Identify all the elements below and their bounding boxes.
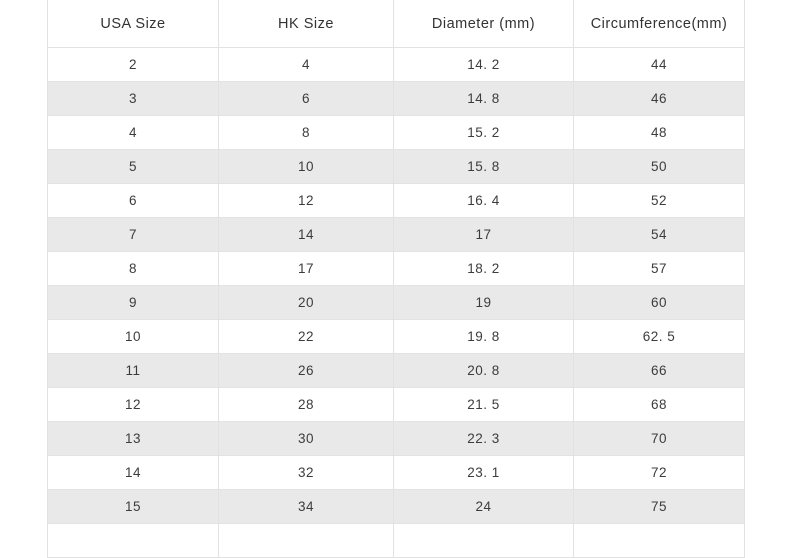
cell-circumference: 57 [574, 252, 745, 286]
cell-diameter: 21. 5 [394, 388, 574, 422]
cell-hk-size: 10 [219, 150, 394, 184]
cell-circumference: 54 [574, 218, 745, 252]
cell-hk-size [219, 524, 394, 558]
cell-diameter: 14. 2 [394, 48, 574, 82]
table-row [48, 320, 745, 354]
cell-usa-size: 8 [48, 252, 219, 286]
table-body [48, 48, 745, 558]
cell-circumference [574, 524, 745, 558]
cell-usa-size: 9 [48, 286, 219, 320]
cell-diameter: 15. 2 [394, 116, 574, 150]
table-row [48, 388, 745, 422]
cell-circumference: 68 [574, 388, 745, 422]
table-row [48, 422, 745, 456]
cell-diameter: 20. 8 [394, 354, 574, 388]
cell-circumference: 72 [574, 456, 745, 490]
cell-hk-size: 12 [219, 184, 394, 218]
cell-diameter: 17 [394, 218, 574, 252]
cell-hk-size: 17 [219, 252, 394, 286]
cell-circumference: 50 [574, 150, 745, 184]
column-header-usa-size: USA Size [48, 0, 219, 48]
table-header [48, 0, 745, 48]
cell-usa-size: 13 [48, 422, 219, 456]
cell-circumference: 70 [574, 422, 745, 456]
cell-diameter: 14. 8 [394, 82, 574, 116]
table-row [48, 286, 745, 320]
cell-diameter: 19 [394, 286, 574, 320]
cell-diameter: 16. 4 [394, 184, 574, 218]
cell-usa-size [48, 524, 219, 558]
cell-hk-size: 20 [219, 286, 394, 320]
cell-hk-size: 28 [219, 388, 394, 422]
cell-hk-size: 4 [219, 48, 394, 82]
cell-usa-size: 15 [48, 490, 219, 524]
cell-hk-size: 30 [219, 422, 394, 456]
cell-diameter: 15. 8 [394, 150, 574, 184]
cell-diameter: 19. 8 [394, 320, 574, 354]
cell-usa-size: 7 [48, 218, 219, 252]
cell-circumference: 60 [574, 286, 745, 320]
cell-diameter: 23. 1 [394, 456, 574, 490]
cell-hk-size: 8 [219, 116, 394, 150]
cell-circumference: 44 [574, 48, 745, 82]
cell-circumference: 75 [574, 490, 745, 524]
cell-usa-size: 3 [48, 82, 219, 116]
table-header-row [48, 0, 745, 48]
cell-circumference: 66 [574, 354, 745, 388]
ring-size-table [47, 0, 745, 558]
table-row [48, 218, 745, 252]
cell-usa-size: 14 [48, 456, 219, 490]
column-header-hk-size: HK Size [219, 0, 394, 48]
column-header-diameter: Diameter (mm) [394, 0, 574, 48]
cell-diameter: 24 [394, 490, 574, 524]
table-row [48, 116, 745, 150]
cell-usa-size: 10 [48, 320, 219, 354]
table-row [48, 150, 745, 184]
cell-usa-size: 2 [48, 48, 219, 82]
cell-diameter: 22. 3 [394, 422, 574, 456]
cell-diameter [394, 524, 574, 558]
cell-hk-size: 26 [219, 354, 394, 388]
table-row [48, 490, 745, 524]
table-row [48, 48, 745, 82]
table-row [48, 354, 745, 388]
table-row [48, 456, 745, 490]
cell-circumference: 46 [574, 82, 745, 116]
cell-hk-size: 14 [219, 218, 394, 252]
cell-circumference: 52 [574, 184, 745, 218]
cell-hk-size: 34 [219, 490, 394, 524]
column-header-circumference: Circumference(mm) [574, 0, 745, 48]
cell-circumference: 48 [574, 116, 745, 150]
table-row [48, 82, 745, 116]
table-row [48, 184, 745, 218]
cell-usa-size: 6 [48, 184, 219, 218]
cell-hk-size: 6 [219, 82, 394, 116]
table-row [48, 252, 745, 286]
cell-usa-size: 11 [48, 354, 219, 388]
table-row [48, 524, 745, 558]
cell-circumference: 62. 5 [574, 320, 745, 354]
cell-hk-size: 22 [219, 320, 394, 354]
cell-hk-size: 32 [219, 456, 394, 490]
cell-diameter: 18. 2 [394, 252, 574, 286]
cell-usa-size: 5 [48, 150, 219, 184]
cell-usa-size: 12 [48, 388, 219, 422]
cell-usa-size: 4 [48, 116, 219, 150]
